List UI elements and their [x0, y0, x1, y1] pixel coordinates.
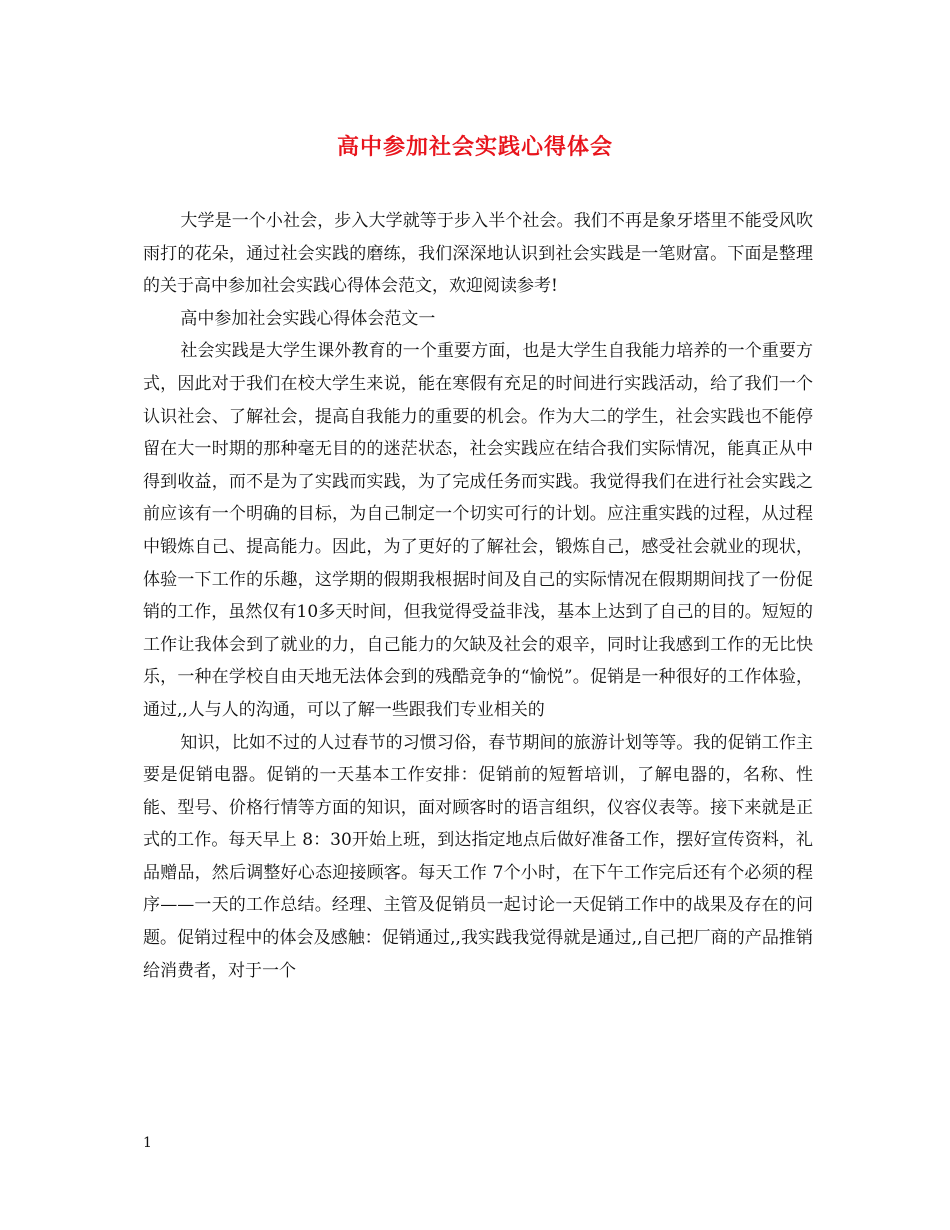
body-paragraph: 知识，比如不过的人过春节的习惯习俗，春节期间的旅游计划等等。我的促销工作主要是促销电器。促销的一天基本工作安排：促销前的短暂培训，了解电器的，名称、性能、型号、价格行情等方面的知识，面对顾客时的语言组织，仪容仪表等。接下来就是正式的工作。每天早上 8：30开始上班，到达指定地点后做好准备工作，摆好宣传资料，礼品赠品，然后调整好心态迎接顾客。每天工作 7个小时，在下午工作完后还有个必须的程序——一天的工作总结。经理、主管及促销员一起讨论一天促销工作中的战果及存在的问题。促销过程中的体会及感触：促销通过,,我实践我觉得就是通过,,自己把厂商的产品推销给消费者，对于一个 — [143, 732, 813, 981]
document-title: 高中参加社会实践心得体会 — [336, 134, 613, 160]
body-paragraph: 社会实践是大学生课外教育的一个重要方面，也是大学生自我能力培养的一个重要方式，因此对于我们在校大学生来说，能在寒假有充足的时间进行实践活动，给了我们一个认识社会、了解社会，提高自我能力的重要的机会。作为大二的学生，社会实践也不能停留在大一时期的那种毫无目的的迷茫状态，社会实践应在结合我们实际情况，能真正从中得到收益，而不是为了实践而实践，为了完成任务而实践。我觉得我们在进行社会实践之前应该有一个明确的目标，为自己制定一个切实可行的计划。应注重实践的过程，从过程中锻炼自己、提高能力。因此，为了更好的了解社会，锻炼自己，感受社会就业的现状，体验一下工作的乐趣，这学期的假期我根据时间及自己的实际情况在假期期间找了一份促销的工作，虽然仅有10多天时间，但我觉得受益非浅，基本上达到了自己的目的。短短的工作让我体会到了就业的力，自己能力的欠缺及社会的艰辛，同时让我感到工作的无比快乐，一种在学校自由天地无法体会到的残酷竞争的“愉悦”。促销是一种很好的工作体验，通过,,人与人的沟通，可以了解一些跟我们专业相关的 — [143, 341, 813, 720]
section-heading: 高中参加社会实践心得体会范文一 — [180, 308, 436, 329]
document-body — [143, 205, 813, 987]
page-number: 1 — [143, 1135, 152, 1151]
intro-paragraph: 大学是一个小社会，步入大学就等于步入半个社会。我们不再是象牙塔里不能受风吹雨打的花朵，通过社会实践的磨练，我们深深地认识到社会实践是一笔财富。下面是整理的关于高中参加社会实践心得体会范文，欢迎阅读参考! — [143, 211, 813, 297]
